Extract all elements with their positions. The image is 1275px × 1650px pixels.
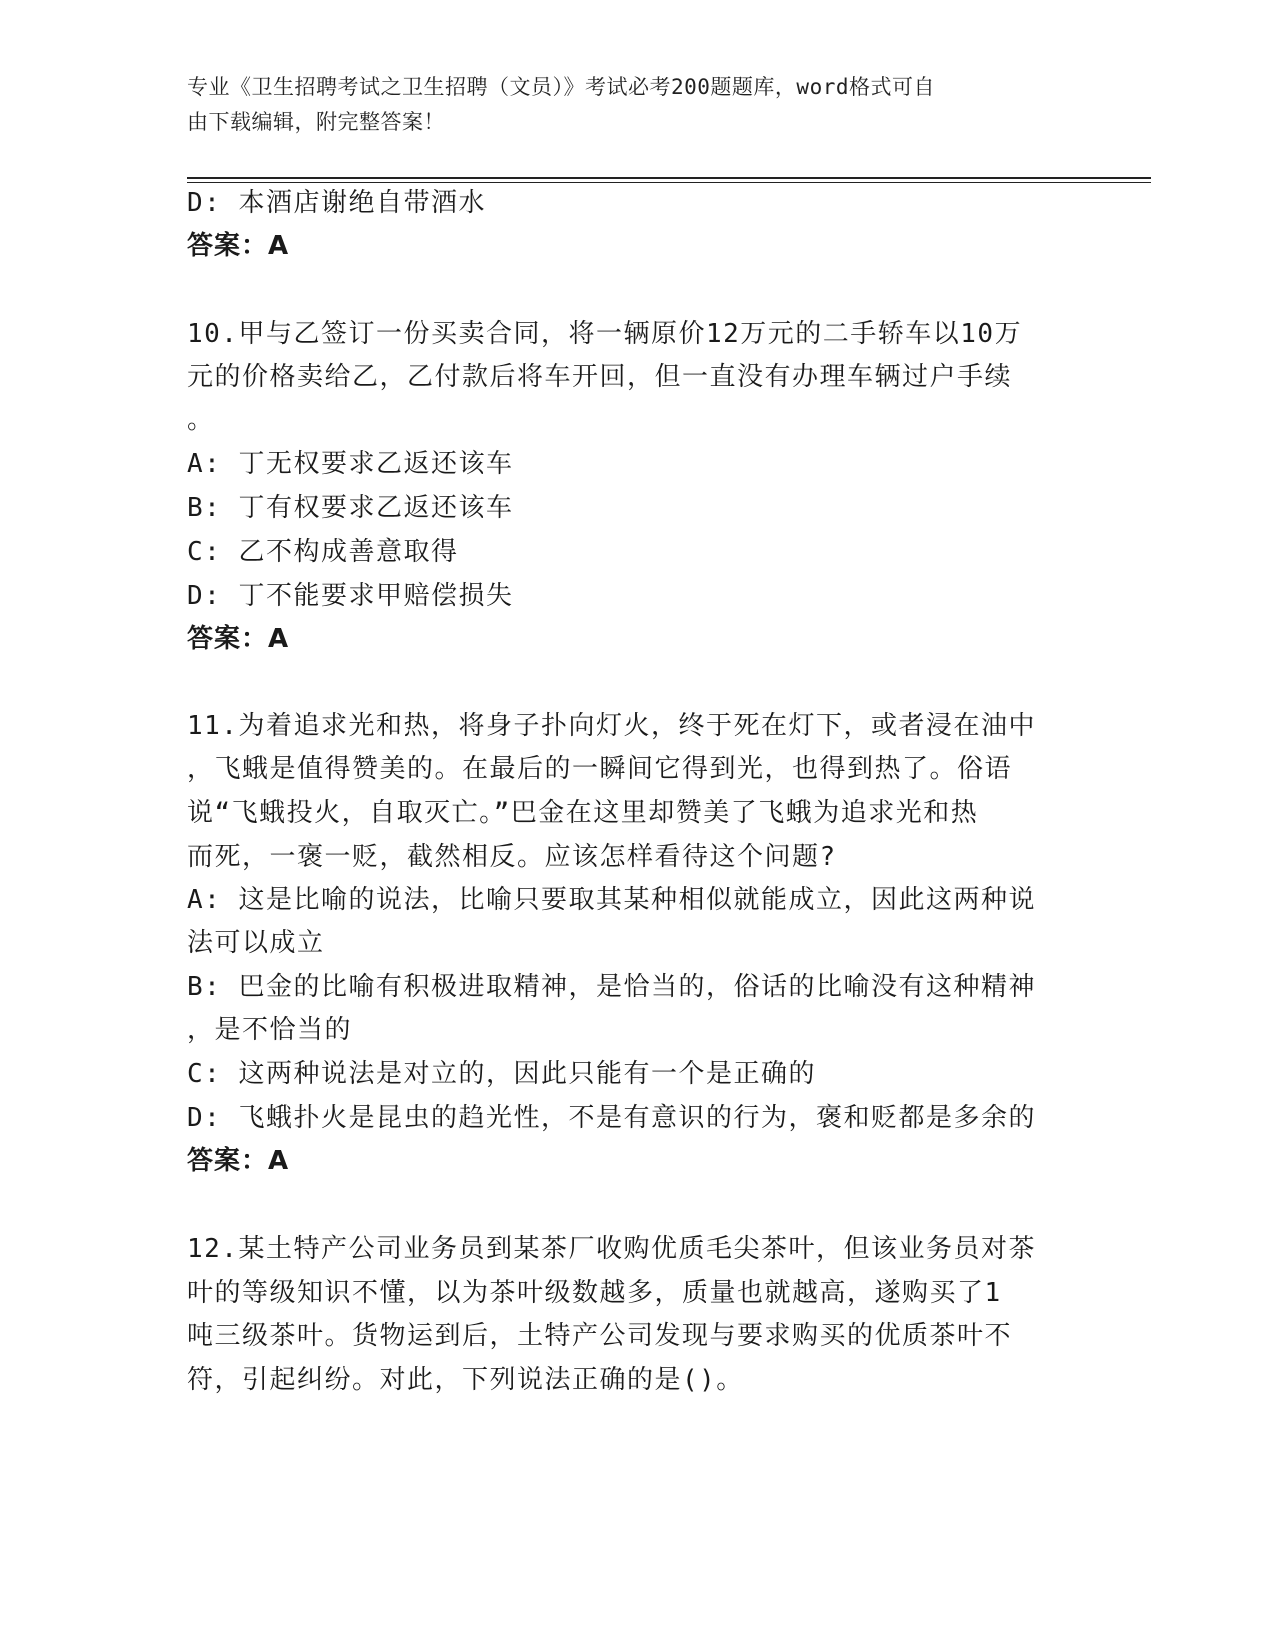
question-text-line: 。 <box>187 405 215 435</box>
question-text-line: 吨三级茶叶。货物运到后，土特产公司发现与要求购买的优质茶叶不 <box>187 1321 1013 1351</box>
page-header <box>187 70 1067 140</box>
question-text-line: 10.甲与乙签订一份买卖合同，将一辆原价12万元的二手轿车以10万 <box>187 319 1023 349</box>
question-text-line: 12.某土特产公司业务员到某茶厂收购优质毛尖茶叶，但该业务员对茶 <box>187 1234 1036 1264</box>
option-c: C: 这两种说法是对立的，因此只能有一个是正确的 <box>187 1059 816 1089</box>
header-line-1: 专业《卫生招聘考试之卫生招聘（文员）》考试必考200题题库，word格式可自 <box>187 75 935 99</box>
question-text-line: ，飞蛾是值得赞美的。在最后的一瞬间它得到光，也得到热了。俗语 <box>187 754 1013 784</box>
question-text-line: 符，引起纠纷。对此，下列说法正确的是()。 <box>187 1365 744 1395</box>
question-text-line: 而死，一褒一贬，截然相反。应该怎样看待这个问题? <box>187 842 837 872</box>
option-b: B: 巴金的比喻有积极进取精神，是恰当的，俗话的比喻没有这种精神 <box>187 972 1036 1002</box>
option-a-continued: 法可以成立 <box>187 928 325 958</box>
option-d: D: 丁不能要求甲赔偿损失 <box>187 581 514 611</box>
header-line-2: 由下载编辑，附完整答案！ <box>187 110 445 134</box>
option-b-continued: ，是不恰当的 <box>187 1015 353 1045</box>
header-divider-thick <box>187 177 1151 179</box>
option-d: D: 飞蛾扑火是昆虫的趋光性，不是有意识的行为，褒和贬都是多余的 <box>187 1103 1036 1133</box>
question-text-line: 11.为着追求光和热，将身子扑向灯火，终于死在灯下，或者浸在油中 <box>187 711 1036 741</box>
option-c: C: 乙不构成善意取得 <box>187 537 459 567</box>
question-text-line: 元的价格卖给乙，乙付款后将车开回，但一直没有办理车辆过户手续 <box>187 362 1013 392</box>
prev-answer: 答案：A <box>187 231 290 261</box>
question-text-line: 叶的等级知识不懂，以为茶叶级数越多，质量也就越高，遂购买了1 <box>187 1278 1002 1308</box>
question-text-line: 说“飞蛾投火，自取灭亡。”巴金在这里却赞美了飞蛾为追求光和热 <box>187 798 979 828</box>
option-b: B: 丁有权要求乙返还该车 <box>187 493 514 523</box>
prev-option-d: D: 本酒店谢绝自带酒水 <box>187 188 486 218</box>
option-a: A: 这是比喻的说法，比喻只要取其某种相似就能成立，因此这两种说 <box>187 885 1036 915</box>
option-a: A: 丁无权要求乙返还该车 <box>187 449 514 479</box>
answer: 答案：A <box>187 1146 290 1176</box>
answer: 答案：A <box>187 624 290 654</box>
